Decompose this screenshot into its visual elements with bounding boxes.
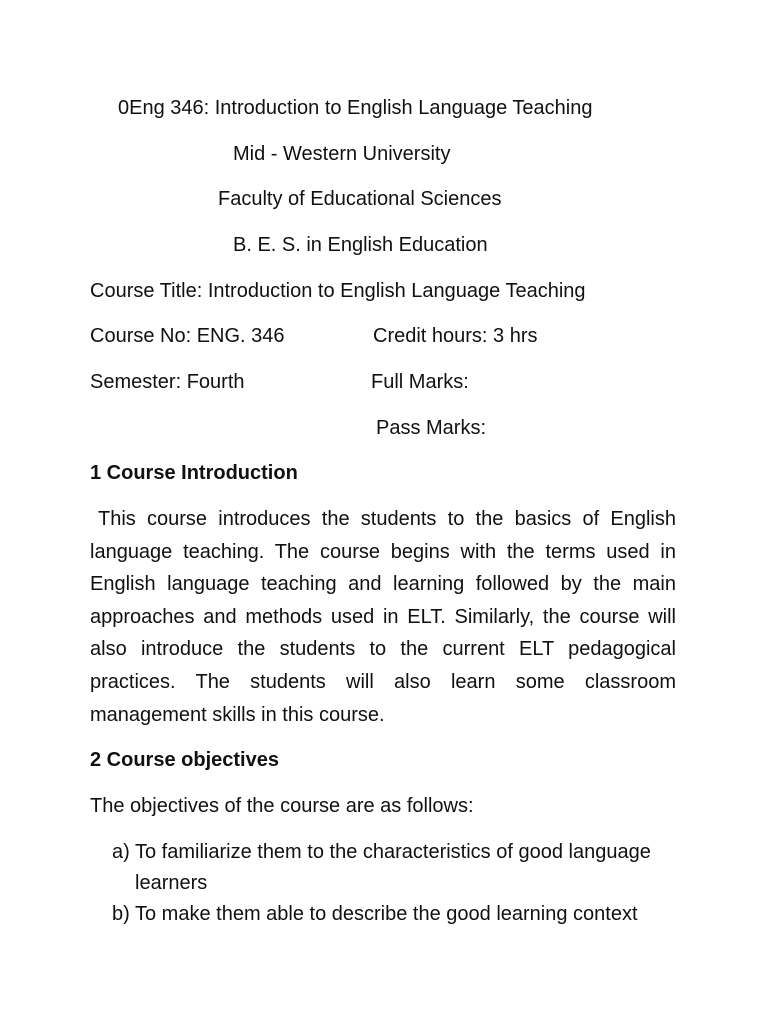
objective-item — [112, 837, 712, 899]
objective-text: To familiarize them to the characteristics of good language learners — [135, 841, 651, 894]
course-heading: 0Eng 346: Introduction to English Language Teaching — [118, 97, 593, 119]
university-name: Mid - Western University — [233, 143, 451, 165]
section-heading-objectives: 2 Course objectives — [90, 749, 279, 771]
full-marks: Full Marks: — [371, 371, 469, 393]
credit-hours: Credit hours: 3 hrs — [373, 325, 538, 347]
section-heading-introduction: 1 Course Introduction — [90, 462, 298, 484]
semester: Semester: Fourth — [90, 371, 245, 393]
introduction-paragraph — [90, 503, 676, 731]
course-title: Course Title: Introduction to English Language Teaching — [90, 280, 586, 302]
objectives-lead: The objectives of the course are as follows: — [90, 795, 474, 817]
list-marker: a) — [112, 841, 130, 863]
list-marker: b) — [112, 903, 130, 925]
introduction-text: This course introduces the students to the basics of English language teaching. The course begins with the terms used in English language teaching and learning followed by the main approaches and methods used in ELT. Similarly, the course will also introduce the students to the current ELT pedagogical practices. The students will also learn some classroom management skills in this course. — [90, 508, 676, 726]
program-name: B. E. S. in English Education — [233, 234, 488, 256]
objective-text: To make them able to describe the good learning context — [135, 903, 638, 925]
pass-marks: Pass Marks: — [376, 417, 487, 439]
objective-item — [112, 899, 712, 930]
faculty-name: Faculty of Educational Sciences — [218, 188, 502, 210]
course-number: Course No: ENG. 346 — [90, 325, 285, 347]
